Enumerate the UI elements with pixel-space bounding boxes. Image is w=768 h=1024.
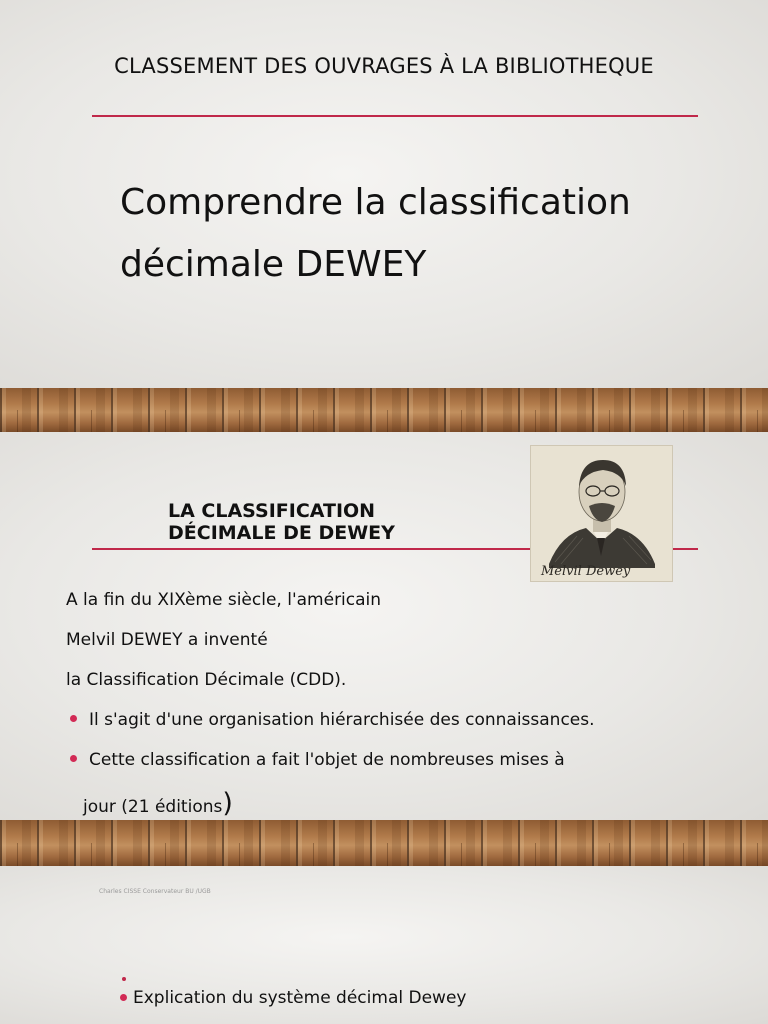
bullet-icon	[70, 715, 77, 722]
heading-line-1: LA CLASSIFICATION	[168, 500, 376, 522]
closing-parenthesis: )	[222, 788, 233, 819]
heading-line-2: DÉCIMALE DE DEWEY	[168, 522, 395, 544]
portrait-signature: Melvil Dewey	[541, 564, 631, 579]
bullet-text: Cette classification a fait l'objet de nombreuses mises à	[89, 750, 565, 770]
slide-outline	[0, 866, 768, 1024]
body-line-2: Melvil DEWEY a inventé	[66, 630, 268, 650]
title-line-1: Comprendre la classification	[120, 182, 631, 223]
wood-floor-divider	[0, 820, 768, 866]
wood-floor-divider	[0, 388, 768, 432]
bullet-item	[70, 710, 595, 730]
empty-bullet	[122, 1018, 126, 1024]
body-line-3: la Classification Décimale (CDD).	[66, 670, 347, 690]
outline-bullet-text: Explication du système décimal Dewey	[133, 988, 467, 1008]
melvil-dewey-portrait	[531, 446, 672, 581]
author-footer: Charles CISSE Conservateur BU /UGB	[99, 888, 211, 895]
bullet-item	[70, 750, 565, 770]
title-line-2: décimale DEWEY	[120, 244, 427, 285]
body-line-1: A la fin du XIXème siècle, l'américain	[66, 590, 382, 610]
section-heading	[168, 500, 508, 544]
slide-title	[0, 0, 768, 388]
header-divider	[92, 115, 698, 117]
bullet-icon	[122, 977, 126, 981]
slide-main-title	[120, 172, 680, 296]
empty-bullet	[122, 966, 126, 986]
continuation-text: jour (21 éditions	[83, 797, 223, 817]
bullet-continuation	[83, 788, 233, 819]
bullet-icon	[120, 994, 127, 1001]
bullet-icon	[70, 755, 77, 762]
bullet-text: Il s'agit d'une organisation hiérarchisée des connaissances.	[89, 710, 595, 730]
document-header: CLASSEMENT DES OUVRAGES À LA BIBLIOTHEQUE	[114, 54, 654, 78]
slide-dewey	[0, 432, 768, 820]
outline-bullet	[120, 988, 466, 1008]
